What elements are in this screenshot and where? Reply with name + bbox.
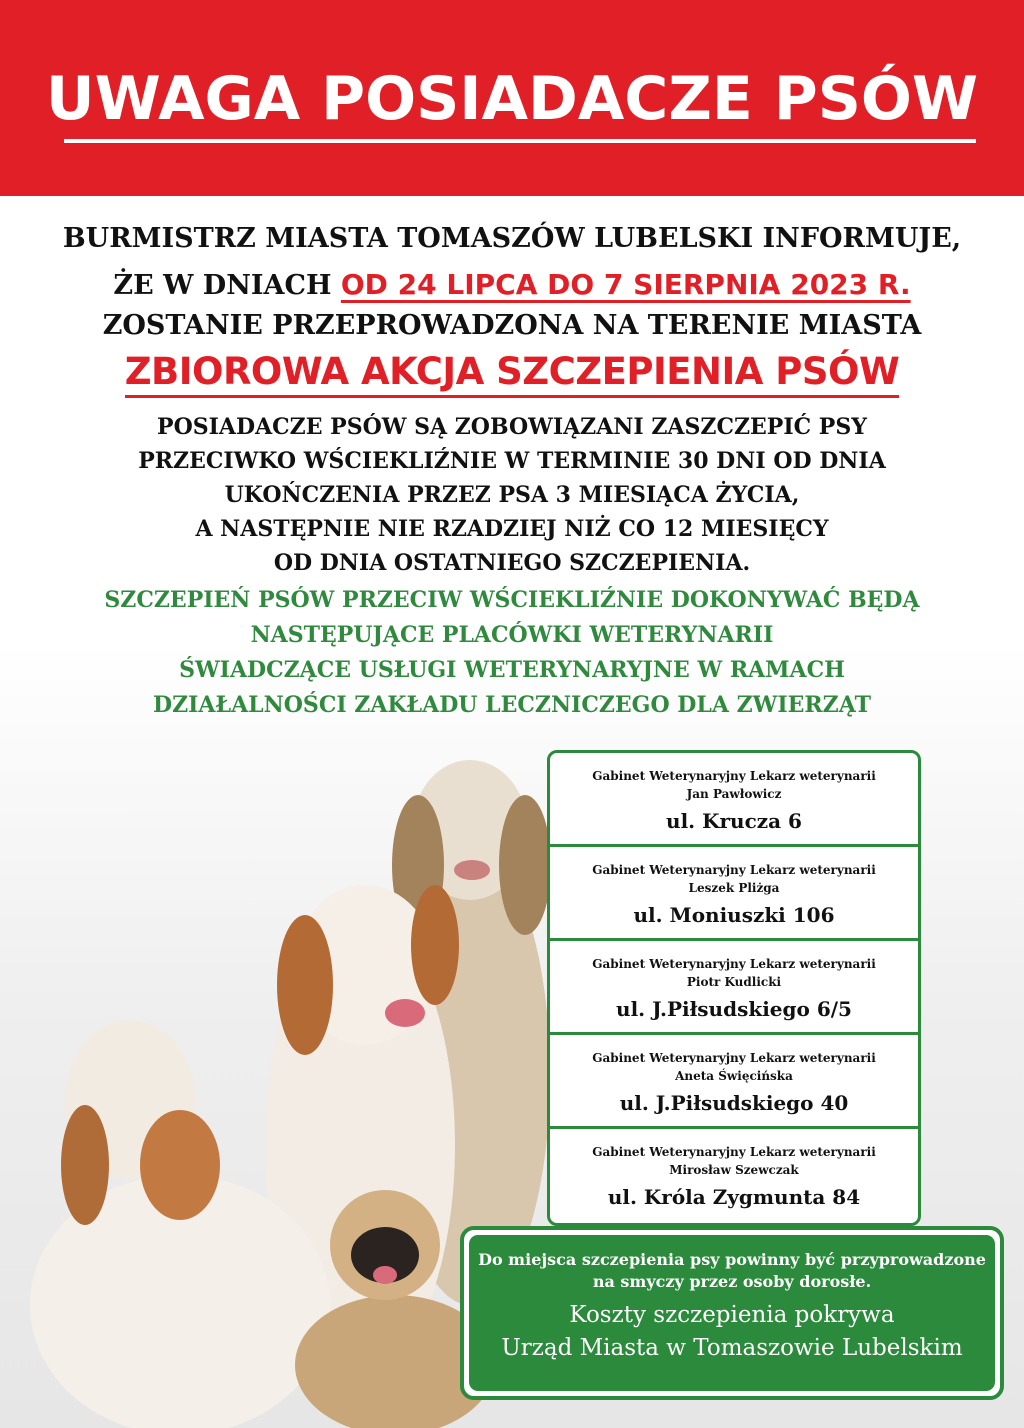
hound-patch xyxy=(140,1110,220,1220)
clinics-intro-line: NASTĘPUJĄCE PLACÓWKI WETERYNARII xyxy=(250,622,774,648)
clinics-intro-line: ŚWIADCZĄCE USŁUGI WETERYNARYJNE W RAMACH xyxy=(179,657,845,683)
setter-ear-right xyxy=(499,795,551,935)
clinic-item xyxy=(550,753,918,847)
clinic-title: Gabinet Weterynaryjny Lekarz weterynarii xyxy=(592,769,876,783)
clinic-name: Leszek Pliżga xyxy=(688,881,780,895)
banner-underline xyxy=(64,139,976,143)
obligation-text xyxy=(0,410,1024,580)
clinic-title: Gabinet Weterynaryjny Lekarz weterynarii xyxy=(592,1051,876,1065)
spaniel-ear-left xyxy=(277,915,333,1055)
clinic-address: ul. Moniuszki 106 xyxy=(633,903,835,927)
obligation-line: UKOŃCZENIA PRZEZ PSA 3 MIESIĄCA ŻYCIA, xyxy=(224,482,800,508)
clinic-title: Gabinet Weterynaryjny Lekarz weterynarii xyxy=(592,863,876,877)
pug-tongue xyxy=(373,1266,397,1284)
clinic-name: Jan Pawłowicz xyxy=(686,787,782,801)
clinic-title: Gabinet Weterynaryjny Lekarz weterynarii xyxy=(592,957,876,971)
clinics-intro-line: SZCZEPIEŃ PSÓW PRZECIW WŚCIEKLIŹNIE DOKONYWAĆ BĘDĄ xyxy=(104,587,920,613)
clinics-intro xyxy=(0,583,1024,723)
header-banner xyxy=(0,0,1024,196)
obligation-line: OD DNIA OSTATNIEGO SZCZEPIENIA. xyxy=(273,550,751,576)
obligation-line: POSIADACZE PSÓW SĄ ZOBOWIĄZANI ZASZCZEPIĆ PSY xyxy=(157,414,867,440)
clinic-address: ul. Krucza 6 xyxy=(666,809,802,833)
setter-tongue xyxy=(454,860,490,880)
clinic-name: Aneta Święcińska xyxy=(675,1069,793,1083)
intro-line-2 xyxy=(0,262,1024,309)
spaniel-tongue xyxy=(385,999,425,1027)
clinics-intro-line: DZIAŁALNOŚCI ZAKŁADU LECZNICZEGO DLA ZWIERZĄT xyxy=(153,692,871,718)
cost-line-1: Koszty szczepienia pokrywa xyxy=(569,1302,895,1328)
campaign-headline xyxy=(0,350,1024,393)
intro-line-1: BURMISTRZ MIASTA TOMASZÓW LUBELSKI INFORMUJE, xyxy=(62,223,962,254)
leash-notice-line-2: na smyczy przez osoby dorosłe. xyxy=(592,1272,872,1291)
cost-notice-panel xyxy=(469,1235,995,1391)
cost-line-2: Urząd Miasta w Tomaszowie Lubelskim xyxy=(501,1335,963,1361)
clinics-list xyxy=(547,750,921,1226)
clinic-item xyxy=(550,1035,918,1129)
clinic-item xyxy=(550,1129,918,1223)
clinic-title: Gabinet Weterynaryjny Lekarz weterynarii xyxy=(592,1145,876,1159)
headline-text: ZBIOROWA AKCJA SZCZEPIENIA PSÓW xyxy=(125,350,900,398)
intro-prefix: ŻE W DNIACH xyxy=(113,270,332,301)
campaign-dates: OD 24 LIPCA DO 7 SIERPNIA 2023 R. xyxy=(340,268,911,301)
clinic-item xyxy=(550,847,918,941)
obligation-line: PRZECIWKO WŚCIEKLIŹNIE W TERMINIE 30 DNI OD DNIA xyxy=(138,448,886,474)
clinic-name: Mirosław Szewczak xyxy=(669,1163,799,1177)
clinic-address: ul. J.Piłsudskiego 6/5 xyxy=(616,997,852,1021)
clinic-address: ul. Króla Zygmunta 84 xyxy=(607,1185,861,1209)
cost-notice xyxy=(460,1226,1004,1400)
intro-line-3: ZOSTANIE PRZEPROWADZONA NA TERENIE MIASTA xyxy=(102,310,922,341)
spaniel-ear-right xyxy=(411,885,459,1005)
obligation-line: A NASTĘPNIE NIE RZADZIEJ NIŻ CO 12 MIESIĘCY xyxy=(195,516,829,542)
banner-title: UWAGA POSIADACZE PSÓW xyxy=(45,64,979,134)
clinic-item xyxy=(550,941,918,1035)
hound-ear xyxy=(61,1105,109,1225)
leash-notice-line-1: Do miejsca szczepienia psy powinny być przyprowadzone xyxy=(478,1250,986,1269)
clinic-name: Piotr Kudlicki xyxy=(686,975,782,989)
clinic-address: ul. J.Piłsudskiego 40 xyxy=(619,1091,849,1115)
intro-text xyxy=(0,216,1024,349)
